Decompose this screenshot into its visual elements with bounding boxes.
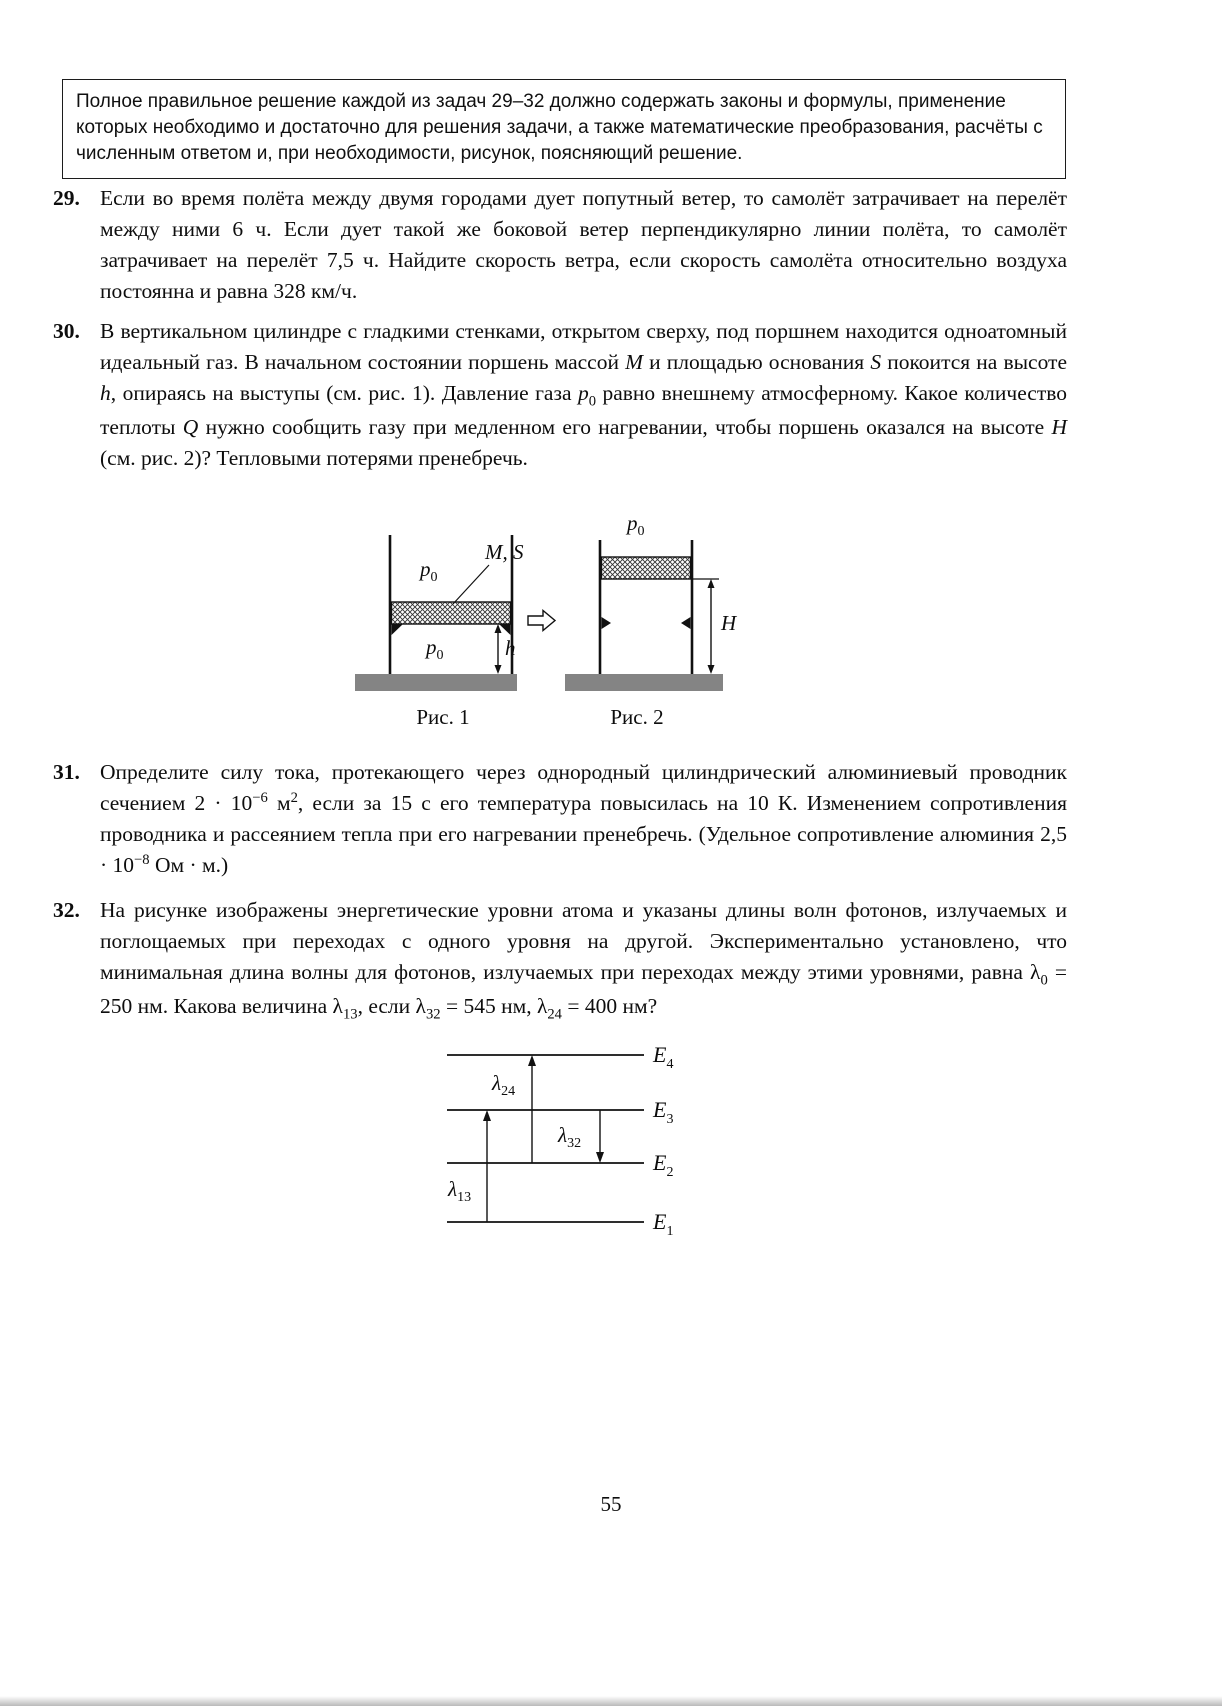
problem-30-text: В вертикальном цилиндре с гладкими стенками, открытом сверху, под поршнем находится одноатомный идеальный газ. В начальном состоянии поршень массой M и площадью основания S покоится на высоте h, опираясь на выступы (см. рис. 1). Давление газа $p_0$ равно внешнему атмосферному. Какое количество теплоты Q нужно сообщить газу при медленном его нагревании, чтобы поршень оказался на высоте H (см. рис. 2)? Тепловыми потерями пренебречь.: [100, 319, 1067, 471]
ledge-1-right: [499, 624, 511, 635]
ledge-2-right: [681, 617, 691, 629]
instructions-text: Полное правильное решение каждой из задач 29–32 должно содержать законы и формулы, применение которых необходимо и достаточно для решения задачи, а также математические преобразования, расчёты с численным ответом и, при необходимости, рисунок, поясняющий решение.: [76, 91, 1043, 165]
problem-32-number: 32.: [53, 898, 80, 922]
h-arrowhead-bottom: [495, 665, 502, 674]
level-label-E4: $E_4$: [653, 1042, 674, 1072]
problem-31-number: 31.: [53, 760, 80, 784]
figure-energy-levels: [432, 1038, 722, 1250]
p0-label-gas-1: $p_0$: [426, 635, 444, 663]
lambda13-label: $\lambda_{13}$: [448, 1177, 472, 1205]
problem-30: [53, 316, 1067, 474]
instructions-box: [62, 79, 1066, 179]
level-label-E3: $E_3$: [653, 1097, 674, 1127]
cylinder-2: [565, 511, 738, 691]
figure-cylinders-piston: [340, 502, 770, 734]
ledge-1-left: [392, 624, 404, 635]
ground-1: [355, 674, 517, 691]
H-arrowhead-bottom: [708, 665, 715, 674]
page-number: 55: [600, 1492, 622, 1516]
h-label: h: [505, 636, 516, 660]
problem-31: [53, 757, 1067, 881]
piston-ms-label: M, S: [485, 540, 524, 564]
piston-2: [602, 557, 691, 579]
H-label: H: [721, 611, 737, 635]
level-label-E2: $E_2$: [653, 1150, 674, 1180]
figure-1-caption: Рис. 1: [416, 705, 470, 729]
ms-pointer-line: [453, 565, 489, 604]
problem-29-number: 29.: [53, 186, 80, 210]
ledge-2-left: [602, 617, 612, 629]
problem-29-text: Если во время полёта между двумя городами дует попутный ветер, то самолёт затрачивает на перелёт между ними 6 ч. Если дует такой же боковой ветер перпендикулярно линии полёта, то самолёт затрачивает на перелёт 7,5 ч. Найдите скорость ветра, если скорость самолёта относительно воздуха постоянна и равна 328 км/ч.: [100, 186, 1067, 303]
p0-label-above-piston-2: $p_0$: [627, 511, 645, 539]
ground-2: [565, 674, 723, 691]
lambda32-label: $\lambda_{32}$: [558, 1123, 582, 1151]
problem-32: [53, 895, 1067, 1026]
figure-2-caption: Рис. 2: [610, 705, 664, 729]
p0-label-above-piston-1: $p_0$: [420, 557, 438, 585]
problem-31-text: Определите силу тока, протекающего через однородный цилиндрический алюминиевый проводник сечением $2 \cdot 10^{-6}$ $м^2$, если за 15 с его температура повысилась на 10 К. Изменением сопротивления проводника и рассеянием тепла при его нагревании пренебречь. (Удельное сопротивление алюминия $2,5 \cdot 10^{-8}$ Ом · м.): [100, 760, 1068, 878]
lambda24-arrowhead: [528, 1055, 536, 1066]
scan-edge-shadow: [0, 1696, 1222, 1706]
lambda24-label: $\lambda_{24}$: [492, 1071, 516, 1099]
lambda13-arrowhead: [483, 1110, 491, 1121]
lambda32-arrowhead: [596, 1152, 604, 1163]
piston-1: [392, 602, 511, 624]
problem-29: [53, 183, 1067, 307]
H-arrowhead-top: [708, 579, 715, 588]
transition-arrow-icon: [528, 611, 555, 631]
problem-32-text: На рисунке изображены энергетические уровни атома и указаны длины волн фотонов, излучаемых и поглощаемых при переходах с одного уровня на другой. Экспериментально установлено, что минимальная длина волны для фотонов, излучаемых при переходах между этими уровнями, равна $\lambda_0 = 250$ нм. Какова величина $\lambda_{13}$, если $\lambda_{32} = 545$ нм, $\lambda_{24} = 400$ нм?: [100, 898, 1067, 1023]
cylinder-1: [355, 535, 524, 691]
level-label-E1: $E_1$: [653, 1209, 674, 1239]
problem-30-number: 30.: [53, 319, 80, 343]
